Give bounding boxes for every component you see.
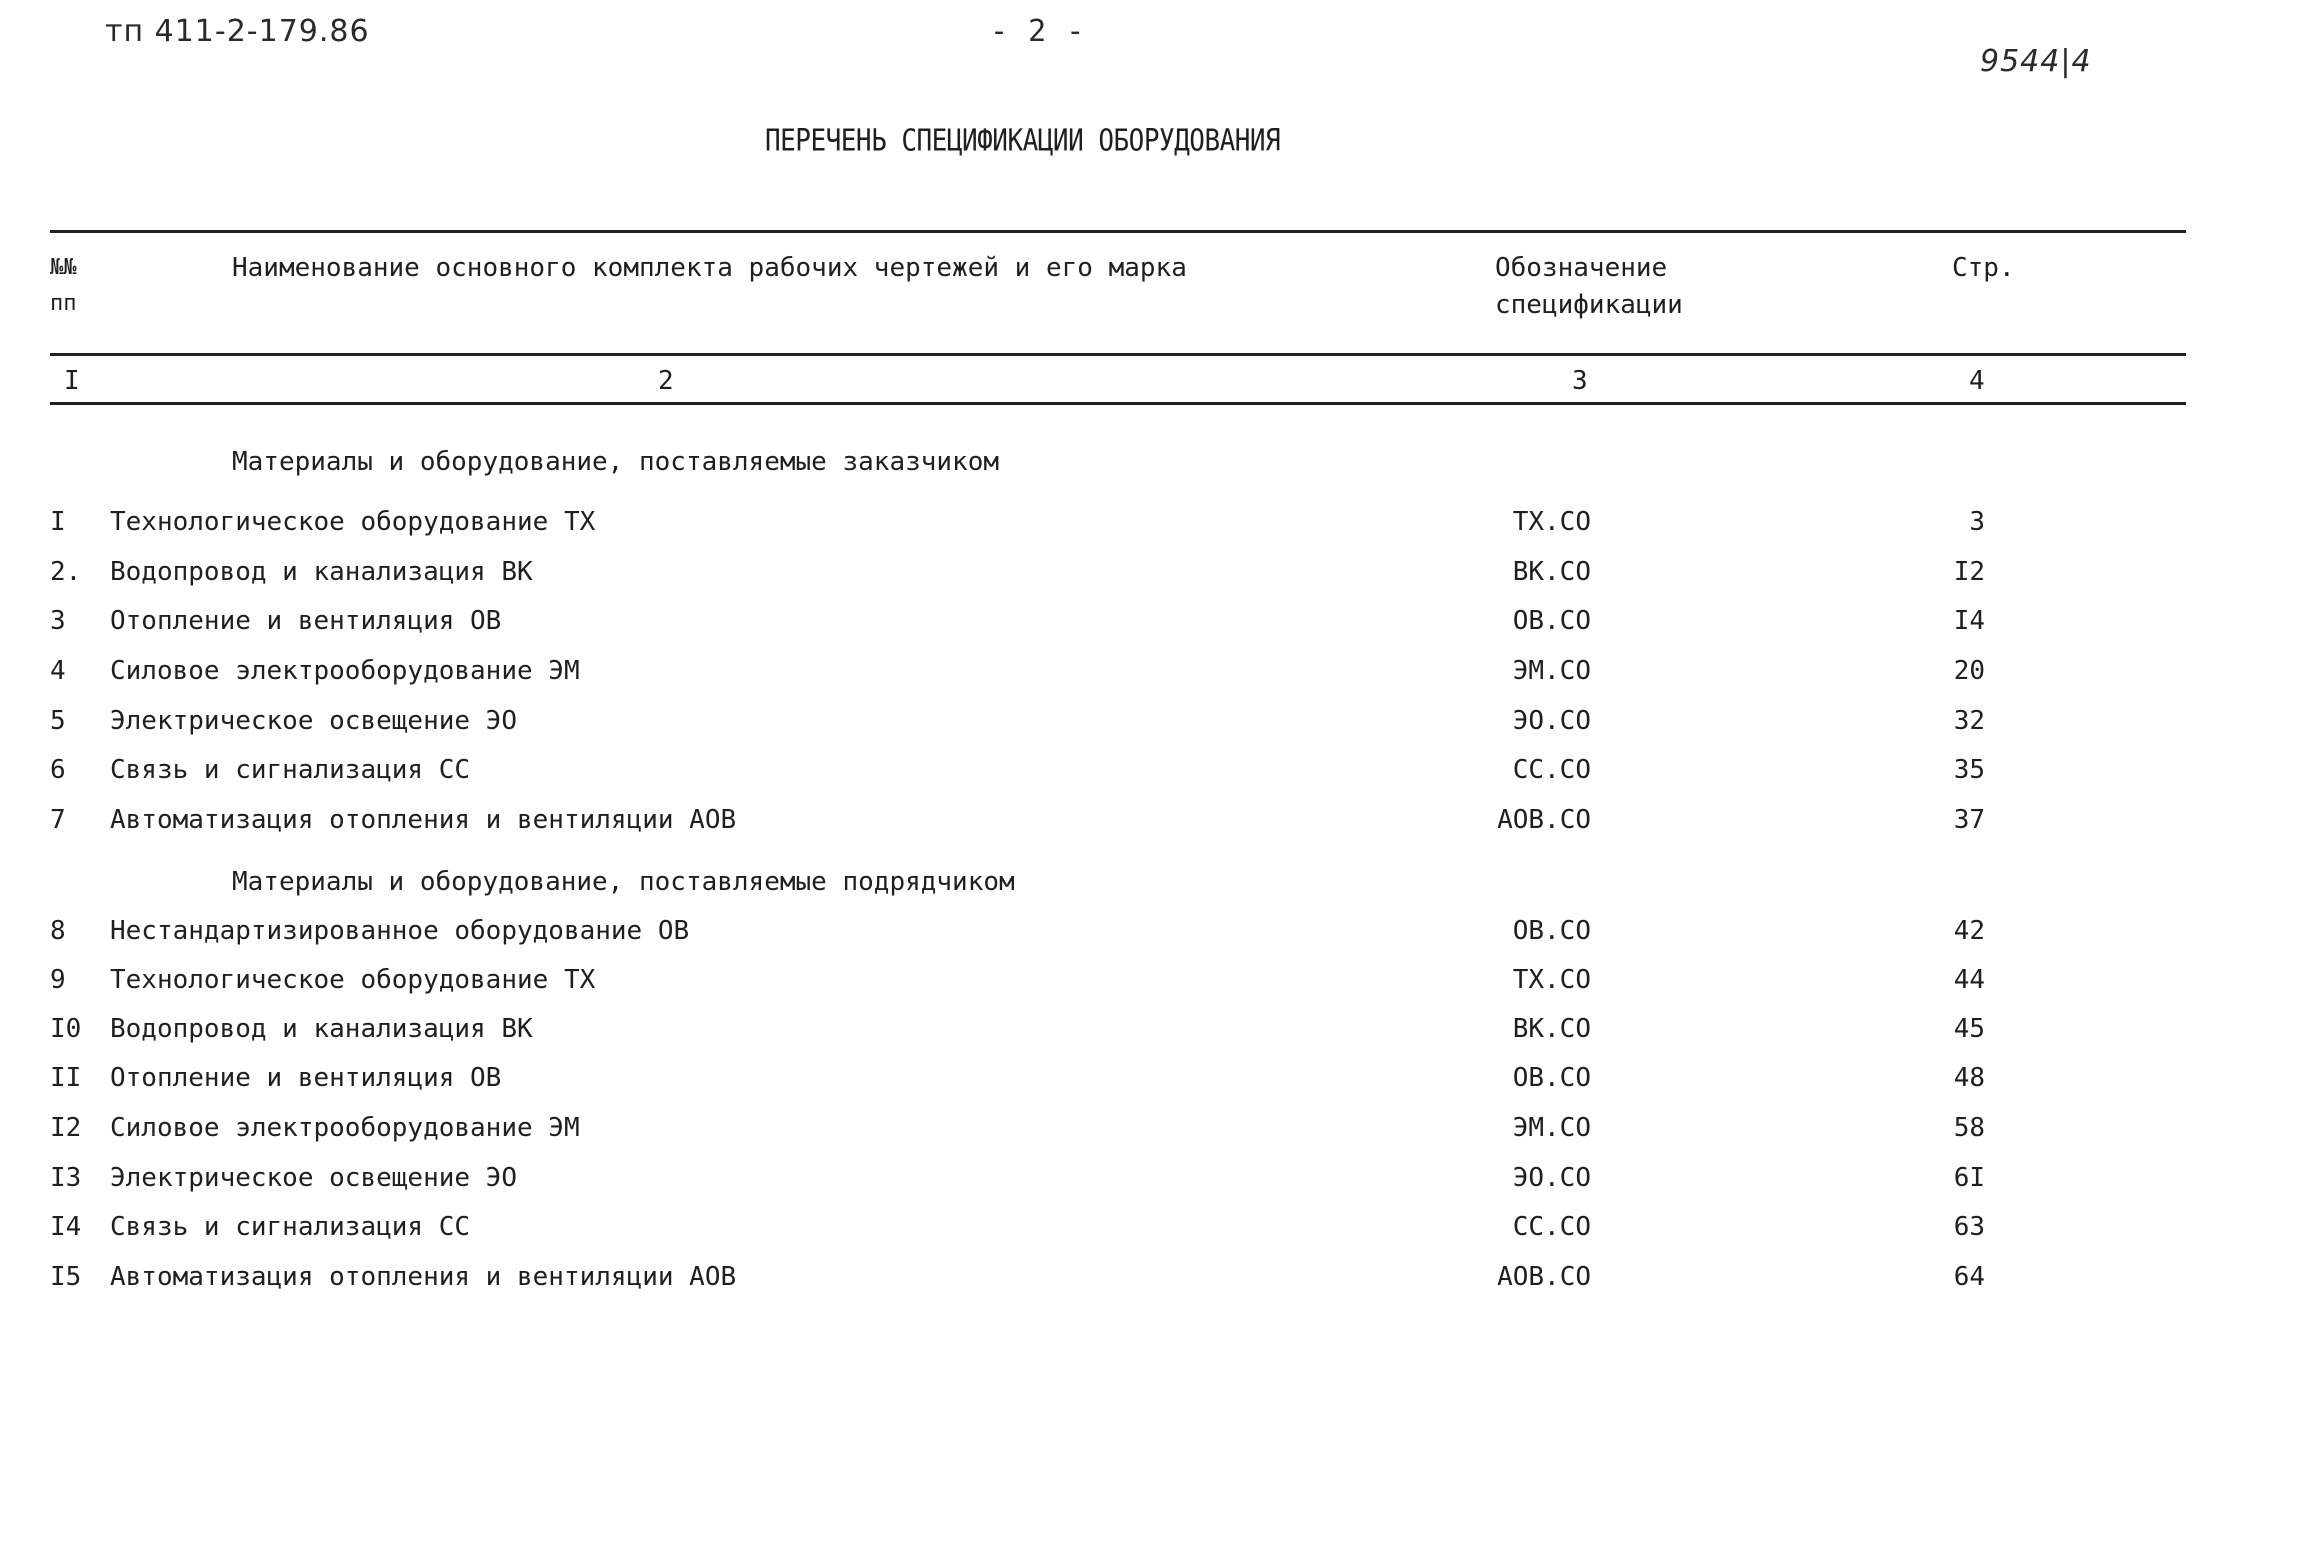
- row-code: СС.СО: [1512, 755, 1591, 785]
- row-code: АОВ.СО: [1497, 1262, 1591, 1292]
- row-name: Автоматизация отопления и вентиляции АОВ: [110, 805, 737, 835]
- table-row: [0, 1209, 2318, 1259]
- row-page: 6I: [1953, 1163, 1985, 1193]
- table-row: [0, 1110, 2318, 1160]
- row-number: 4: [50, 656, 66, 686]
- row-name: Водопровод и канализация ВК: [110, 1014, 533, 1044]
- row-page: 42: [1953, 916, 1985, 946]
- row-name: Связь и сигнализация СС: [110, 755, 471, 785]
- row-code: ЭМ.СО: [1512, 1113, 1591, 1143]
- row-number: 2.: [50, 557, 82, 587]
- column-number-2: 2: [658, 366, 674, 396]
- row-number: 9: [50, 965, 66, 995]
- table-row: [0, 554, 2318, 604]
- column-header-name: Наименование основного комплекта рабочих чертежей и его марка: [232, 253, 1187, 283]
- table-row: [0, 962, 2318, 1012]
- row-name: Силовое электрооборудование ЭМ: [110, 1113, 580, 1143]
- row-page: 45: [1953, 1014, 1985, 1044]
- row-code: ЭО.СО: [1512, 1163, 1591, 1193]
- row-code: ТХ.СО: [1512, 965, 1591, 995]
- row-code: ЭМ.СО: [1512, 656, 1591, 686]
- row-name: Технологическое оборудование ТХ: [110, 965, 596, 995]
- row-page: 20: [1953, 656, 1985, 686]
- row-number: I3: [50, 1163, 82, 1193]
- row-code: ОВ.СО: [1512, 916, 1591, 946]
- table-row: [0, 1160, 2318, 1210]
- row-code: СС.СО: [1512, 1212, 1591, 1242]
- row-name: Автоматизация отопления и вентиляции АОВ: [110, 1262, 737, 1292]
- row-number: 6: [50, 755, 66, 785]
- column-numbers-rule: [50, 402, 2186, 405]
- column-number-1: I: [64, 366, 80, 396]
- table-row: [0, 1259, 2318, 1309]
- row-number: 3: [50, 606, 66, 636]
- table-row: [0, 1011, 2318, 1061]
- row-page: 44: [1953, 965, 1985, 995]
- archive-number: 9544|4: [1980, 44, 2092, 79]
- row-page: 32: [1953, 706, 1985, 736]
- row-name: Электрическое освещение ЭО: [110, 706, 517, 736]
- column-header-num-line1: №№: [50, 255, 77, 280]
- page-number: - 2 -: [990, 14, 1086, 49]
- row-number: I2: [50, 1113, 82, 1143]
- column-header-num-line2: пп: [50, 291, 77, 316]
- column-header-designation-line2: спецификации: [1495, 290, 1683, 320]
- row-number: I4: [50, 1212, 82, 1242]
- row-page: 35: [1953, 755, 1985, 785]
- row-page: I4: [1953, 606, 1985, 636]
- row-code: ОВ.СО: [1512, 1063, 1591, 1093]
- row-code: АОВ.СО: [1497, 805, 1591, 835]
- table-row: [0, 913, 2318, 963]
- row-code: ВК.СО: [1512, 1014, 1591, 1044]
- row-number: I: [50, 507, 66, 537]
- row-code: ЭО.СО: [1512, 706, 1591, 736]
- table-row: [0, 752, 2318, 802]
- table-top-rule: [50, 230, 2186, 233]
- row-number: II: [50, 1063, 82, 1093]
- row-page: 48: [1953, 1063, 1985, 1093]
- section-title-contractor: Материалы и оборудование, поставляемые подрядчиком: [232, 867, 1015, 897]
- row-number: 7: [50, 805, 66, 835]
- row-name: Нестандартизированное оборудование ОВ: [110, 916, 690, 946]
- table-row: [0, 504, 2318, 554]
- row-page: 64: [1953, 1262, 1985, 1292]
- row-name: Силовое электрооборудование ЭМ: [110, 656, 580, 686]
- row-name: Водопровод и канализация ВК: [110, 557, 533, 587]
- column-number-4: 4: [1969, 366, 1985, 396]
- row-page: 3: [1969, 507, 1985, 537]
- column-number-3: 3: [1572, 366, 1588, 396]
- document-code: тп 411-2-179.86: [105, 14, 370, 49]
- table-row: [0, 802, 2318, 852]
- row-page: 58: [1953, 1113, 1985, 1143]
- document-title: ПЕРЕЧЕНЬ СПЕЦИФИКАЦИИ ОБОРУДОВАНИЯ: [765, 124, 1281, 159]
- row-page: I2: [1953, 557, 1985, 587]
- row-number: I0: [50, 1014, 82, 1044]
- row-number: 8: [50, 916, 66, 946]
- row-name: Отопление и вентиляция ОВ: [110, 606, 502, 636]
- column-header-designation-line1: Обозначение: [1495, 253, 1668, 283]
- table-row: [0, 703, 2318, 753]
- table-row: [0, 1060, 2318, 1110]
- row-name: Электрическое освещение ЭО: [110, 1163, 517, 1193]
- row-page: 37: [1953, 805, 1985, 835]
- row-number: 5: [50, 706, 66, 736]
- row-name: Связь и сигнализация СС: [110, 1212, 471, 1242]
- table-row: [0, 603, 2318, 653]
- row-name: Технологическое оборудование ТХ: [110, 507, 596, 537]
- row-code: ОВ.СО: [1512, 606, 1591, 636]
- row-code: ТХ.СО: [1512, 507, 1591, 537]
- row-name: Отопление и вентиляция ОВ: [110, 1063, 502, 1093]
- row-page: 63: [1953, 1212, 1985, 1242]
- section-title-customer: Материалы и оборудование, поставляемые заказчиком: [232, 447, 1000, 477]
- table-row: [0, 653, 2318, 703]
- row-code: ВК.СО: [1512, 557, 1591, 587]
- row-number: I5: [50, 1262, 82, 1292]
- table-header-rule: [50, 353, 2186, 356]
- column-header-page: Стр.: [1952, 253, 2015, 283]
